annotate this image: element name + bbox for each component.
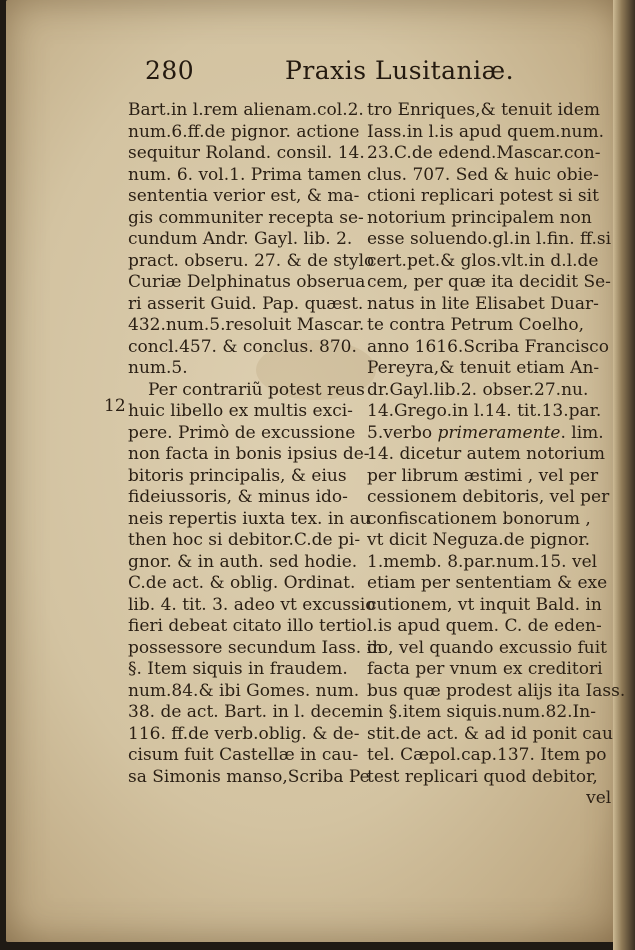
text-line: cutionem, vt inquit Bald. in bbox=[367, 594, 602, 615]
text-line: cert.pet.& glos.vlt.in d.l.de bbox=[367, 250, 599, 271]
text-line: fideiussoris, & minus ido- bbox=[128, 487, 348, 507]
italic-term: primeramente bbox=[437, 422, 561, 443]
text-line: 432.num.5.resoluit Mascar. bbox=[128, 315, 365, 335]
text-line: te contra Petrum Coelho, bbox=[367, 315, 584, 335]
text-line: possessore secundum Iass. in bbox=[128, 637, 383, 658]
text-line: clus. 707. Sed & huic obie- bbox=[367, 164, 599, 185]
text-line: 38. de act. Bart. in l. decem. bbox=[128, 702, 373, 722]
text-fragment: 5.verbo bbox=[367, 422, 433, 443]
text-line: num. 6. vol.1. Prima tamen bbox=[128, 164, 362, 185]
text-line: Per contrariũ potest reus bbox=[148, 379, 365, 400]
text-line: do, vel quando excussio fuit bbox=[367, 637, 608, 658]
text-line: sententia verior est, & ma- bbox=[128, 186, 360, 206]
text-line: facta per vnum ex creditori bbox=[367, 659, 603, 679]
catchword: vel bbox=[586, 788, 612, 808]
text-line: vt dicit Neguza.de pignor. bbox=[367, 530, 591, 550]
text-line: num.5. bbox=[128, 358, 188, 378]
text-line: tro Enriques,& tenuit idem bbox=[367, 100, 601, 120]
text-line: cessionem debitoris, vel per bbox=[367, 487, 610, 507]
page-number: 280 bbox=[145, 56, 195, 85]
text-line: cem, per quæ ita decidit Se- bbox=[367, 272, 611, 292]
text-line: bitoris principalis, & eius bbox=[128, 465, 347, 486]
text-line: neis repertis iuxta tex. in au bbox=[128, 508, 371, 529]
text-line: natus in lite Elisabet Duar- bbox=[367, 293, 599, 314]
text-line: etiam per sententiam & exe bbox=[367, 573, 608, 593]
text-line-with-italic bbox=[367, 423, 625, 445]
text-line: l.is apud quem. C. de eden- bbox=[367, 616, 602, 636]
text-line: anno 1616.Scriba Francisco bbox=[367, 336, 609, 357]
text-fragment: . lim. bbox=[560, 422, 604, 443]
text-line: num.84.& ibi Gomes. num. bbox=[128, 680, 360, 701]
text-line: Curiæ Delphinatus obserua bbox=[128, 272, 366, 292]
text-line: 14.Grego.in l.14. tit.13.par. bbox=[367, 401, 602, 421]
text-line: Iass.in l.is apud quem.num. bbox=[367, 121, 604, 142]
text-line: pere. Primò de excussione bbox=[128, 422, 356, 443]
text-line: concl.457. & conclus. 870. bbox=[128, 336, 357, 357]
text-line: gis communiter recepta se- bbox=[128, 207, 364, 228]
text-line: dr.Gayl.lib.2. obser.27.nu. bbox=[367, 379, 589, 400]
text-line: ctioni replicari potest si sit bbox=[367, 186, 599, 206]
text-line: notorium principalem non bbox=[367, 207, 592, 228]
left-column bbox=[128, 100, 383, 788]
text-line: in §.item siquis.num.82.In- bbox=[367, 702, 596, 722]
text-line: huic libello ex multis exci- bbox=[128, 401, 353, 421]
text-line: lib. 4. tit. 3. adeo vt excussio bbox=[128, 594, 376, 615]
text-line: non facta in bonis ipsius de- bbox=[128, 444, 370, 464]
text-line: cisum fuit Castellæ in cau- bbox=[128, 745, 359, 765]
text-line: stit.de act. & ad id ponit cau bbox=[367, 723, 613, 744]
right-column bbox=[367, 100, 625, 810]
running-title: Praxis Lusitaniæ. bbox=[285, 56, 515, 85]
text-line: cundum Andr. Gayl. lib. 2. bbox=[128, 229, 353, 249]
text-line: esse soluendo.gl.in l.fin. ff.si bbox=[367, 229, 612, 249]
text-line: 14. dicetur autem notorium bbox=[367, 444, 606, 464]
marginal-number: 12 bbox=[104, 396, 126, 416]
text-line: tel. Cæpol.cap.137. Item po bbox=[367, 745, 607, 765]
text-line: §. Item siquis in fraudem. bbox=[128, 659, 348, 679]
text-line: confiscationem bonorum , bbox=[367, 508, 591, 529]
text-line: fieri debeat citato illo tertio bbox=[128, 616, 367, 636]
text-line: gnor. & in auth. sed hodie. bbox=[128, 551, 358, 572]
text-line: C.de act. & oblig. Ordinat. bbox=[128, 573, 356, 593]
text-line: 1.memb. 8.par.num.15. vel bbox=[367, 551, 598, 572]
text-line: num.6.ff.de pignor. actione bbox=[128, 121, 360, 142]
text-line: sa Simonis manso,Scriba Pe bbox=[128, 766, 370, 787]
text-line: bus quæ prodest alijs ita Iass. bbox=[367, 680, 626, 701]
page-header bbox=[0, 56, 635, 90]
text-line: then hoc si debitor.C.de pi- bbox=[128, 530, 361, 550]
text-line: test replicari quod debitor, bbox=[367, 766, 598, 787]
text-line: 116. ff.de verb.oblig. & de- bbox=[128, 723, 360, 744]
text-line: ri asserit Guid. Pap. quæst. bbox=[128, 293, 364, 314]
text-line: per librum æstimi , vel per bbox=[367, 465, 599, 486]
text-line: Bart.in l.rem alienam.col.2. bbox=[128, 100, 364, 120]
text-line: sequitur Roland. consil. 14. bbox=[128, 143, 365, 163]
text-line: Pereyra,& tenuit etiam An- bbox=[367, 358, 600, 378]
text-line: pract. obseru. 27. & de stylo bbox=[128, 250, 375, 271]
text-line: 23.C.de edend.Mascar.con- bbox=[367, 143, 601, 163]
